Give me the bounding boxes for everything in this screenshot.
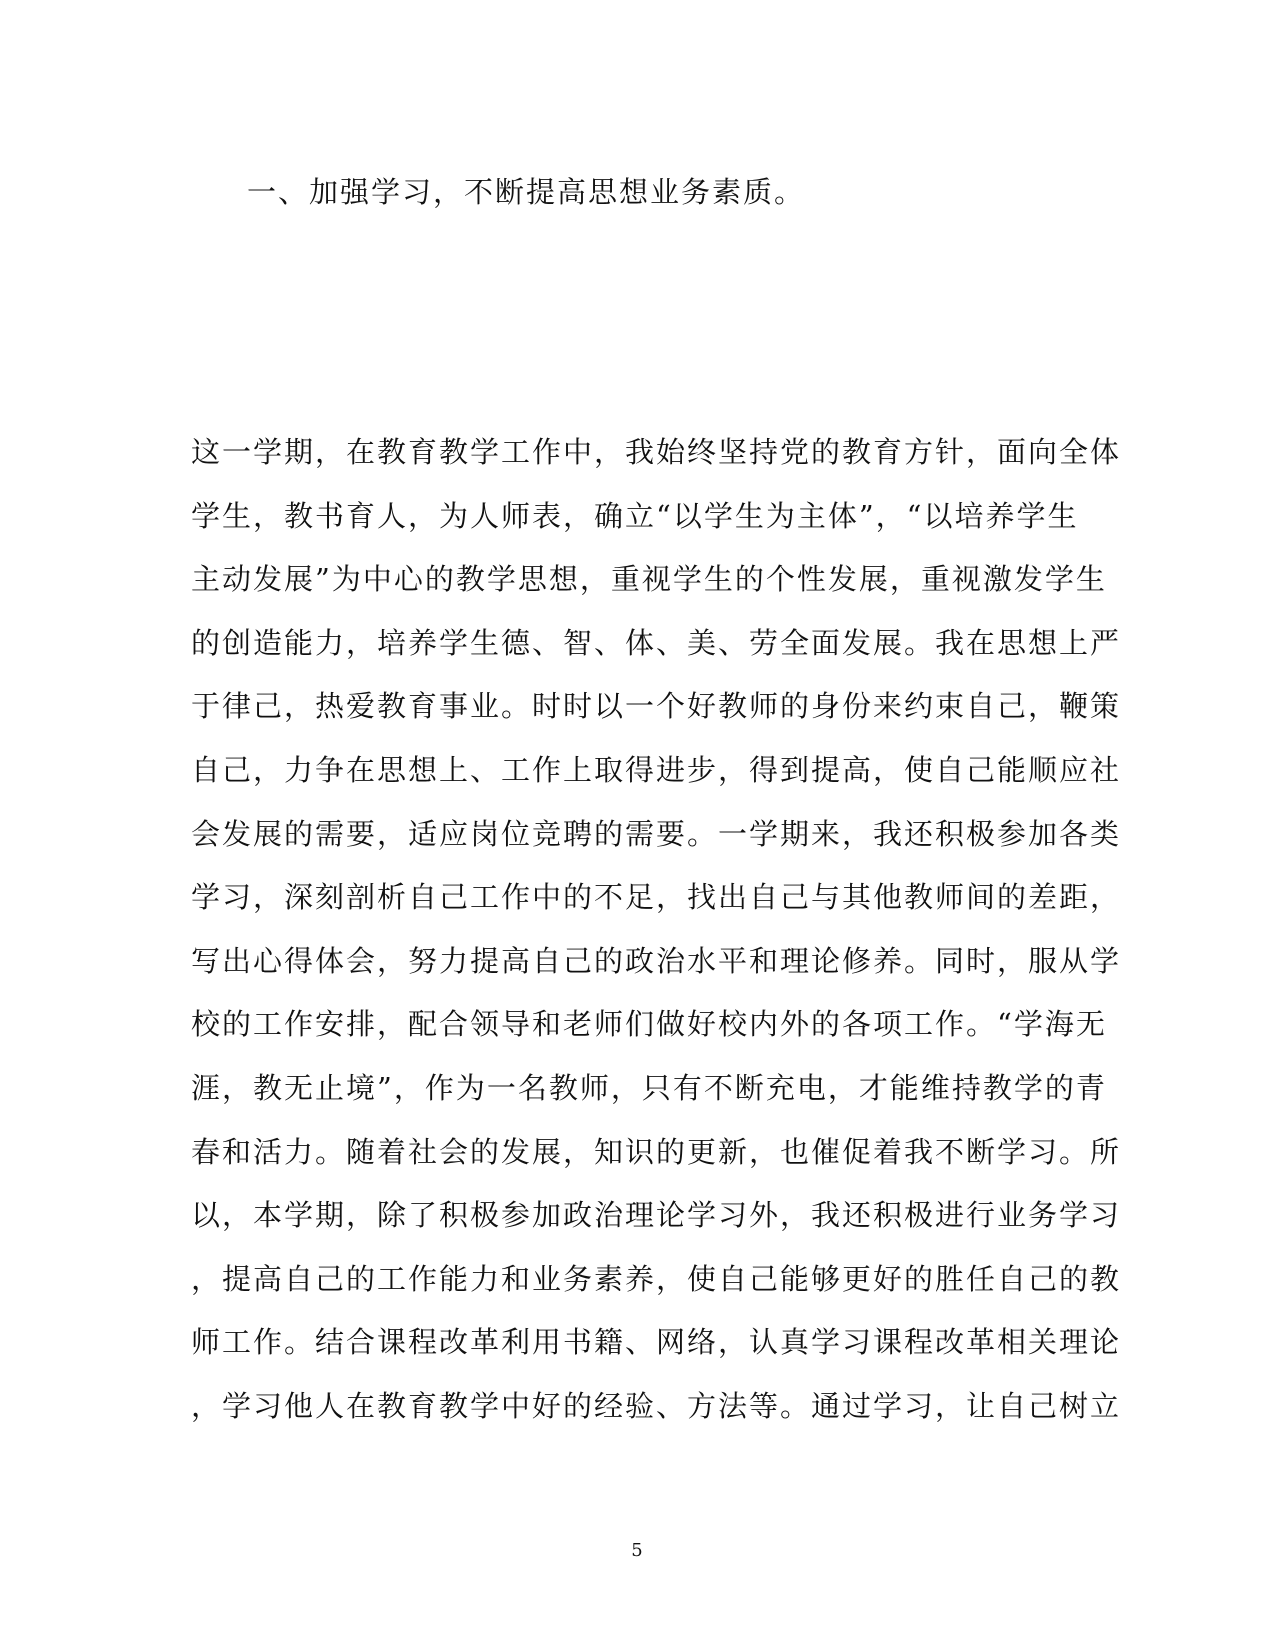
body-line: 师工作。结合课程改革利用书籍、网络，认真学习课程改革相关理论 <box>191 1325 1122 1360</box>
body-line: 于律己，热爱教育事业。时时以一个好教师的身份来约束自己，鞭策 <box>191 689 1122 724</box>
body-line: 的创造能力，培养学生德、智、体、美、劳全面发展。我在思想上严 <box>191 625 1122 660</box>
body-line: 会发展的需要，适应岗位竞聘的需要。一学期来，我还积极参加各类 <box>191 816 1122 851</box>
body-line: 以，本学期，除了积极参加政治理论学习外，我还积极进行业务学习 <box>191 1198 1122 1233</box>
body-paragraph <box>191 432 1122 1450</box>
body-line: 写出心得体会，努力提高自己的政治水平和理论修养。同时，服从学 <box>191 943 1122 978</box>
body-line: 自己，力争在思想上、工作上取得进步，得到提高，使自己能顺应社 <box>191 752 1122 787</box>
body-line: 校的工作安排，配合领导和老师们做好校内外的各项工作。“学海无 <box>191 1007 1107 1042</box>
body-line: ，提高自己的工作能力和业务素养，使自己能够更好的胜任自己的教 <box>191 1261 1122 1296</box>
body-line: 涯，教无止境”，作为一名教师，只有不断充电，才能维持教学的青 <box>191 1070 1107 1105</box>
body-line: 学生，教书育人，为人师表，确立“以学生为主体”，“以培养学生 <box>191 498 1079 533</box>
body-line: ，学习他人在教育教学中好的经验、方法等。通过学习，让自己树立 <box>191 1388 1122 1423</box>
body-line: 主动发展”为中心的教学思想，重视学生的个性发展，重视激发学生 <box>191 562 1107 597</box>
body-line: 学习，深刻剖析自己工作中的不足，找出自己与其他教师间的差距， <box>191 880 1122 915</box>
body-line: 这一学期，在教育教学工作中，我始终坚持党的教育方针，面向全体 <box>191 435 1122 469</box>
section-heading: 一、加强学习，不断提高思想业务素质。 <box>247 175 806 209</box>
body-line: 春和活力。随着社会的发展，知识的更新，也催促着我不断学习。所 <box>191 1134 1122 1169</box>
page-number: 5 <box>631 1540 643 1561</box>
